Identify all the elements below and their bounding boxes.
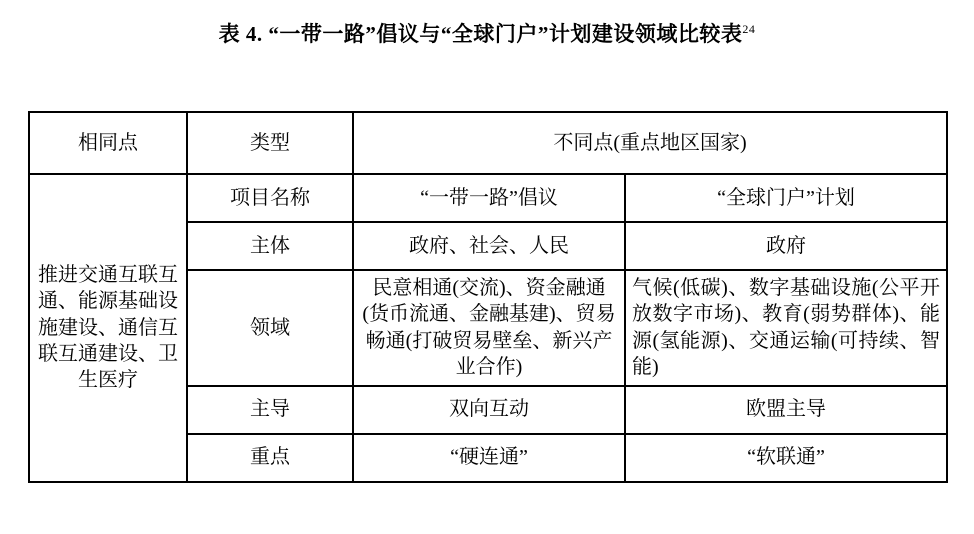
row-type-label: 领域 xyxy=(187,270,353,386)
footnote-marker: 24 xyxy=(742,22,756,36)
header-differences: 不同点(重点地区国家) xyxy=(353,112,947,174)
row-type-label: 主体 xyxy=(187,222,353,270)
row-type-label: 主导 xyxy=(187,386,353,434)
comparison-table-wrapper xyxy=(28,111,946,483)
header-same-points: 相同点 xyxy=(29,112,187,174)
row-value-bri: “一带一路”倡议 xyxy=(353,174,625,222)
row-value-ggw: “全球门户”计划 xyxy=(625,174,947,222)
table-row xyxy=(29,174,947,222)
table-caption-text: 表 4. “一带一路”倡议与“全球门户”计划建设领域比较表 xyxy=(218,22,743,46)
row-value-bri: 民意相通(交流)、资金融通(货币流通、金融基建)、贸易畅通(打破贸易壁垒、新兴产业合作) xyxy=(353,270,625,386)
row-value-ggw: 气候(低碳)、数字基础设施(公平开放数字市场)、教育(弱势群体)、能源(氢能源)、交通运输(可持续、智能) xyxy=(625,270,947,386)
row-value-bri: 双向互动 xyxy=(353,386,625,434)
table-caption xyxy=(0,0,974,48)
row-value-ggw: 欧盟主导 xyxy=(625,386,947,434)
row-value-bri: 政府、社会、人民 xyxy=(353,222,625,270)
comparison-table xyxy=(28,111,948,483)
header-type: 类型 xyxy=(187,112,353,174)
row-type-label: 项目名称 xyxy=(187,174,353,222)
row-value-bri: “硬连通” xyxy=(353,434,625,482)
row-type-label: 重点 xyxy=(187,434,353,482)
row-value-ggw: 政府 xyxy=(625,222,947,270)
row-value-ggw: “软联通” xyxy=(625,434,947,482)
same-points-cell: 推进交通互联互通、能源基础设施建设、通信互联互通建设、卫生医疗 xyxy=(29,174,187,482)
table-header-row xyxy=(29,112,947,174)
